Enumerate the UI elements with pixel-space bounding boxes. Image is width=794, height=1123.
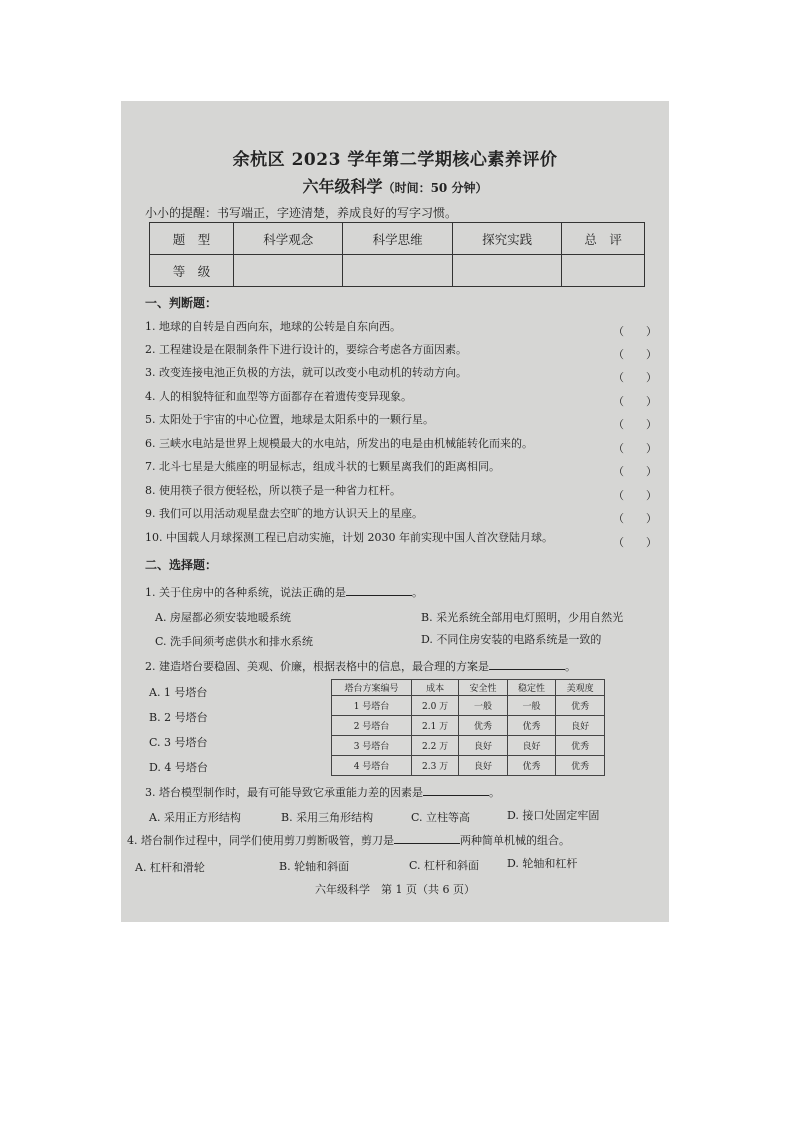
option-c[interactable]: C. 立柱等高: [411, 811, 471, 824]
grade-table: [149, 222, 645, 287]
grade-cell: 科学思维: [343, 223, 452, 255]
table-cell: 2.1 万: [412, 716, 459, 736]
grade-blank-cell[interactable]: [343, 255, 452, 287]
judgement-item: 5. 太阳处于宇宙的中心位置，地球是太阳系中的一颗行星。: [145, 413, 434, 426]
option-b[interactable]: B. 轮轴和斜面: [279, 860, 350, 873]
tower-plan-table: [331, 679, 605, 776]
stem-end: 。: [489, 786, 500, 799]
stem-end: 。: [412, 586, 423, 599]
option-d[interactable]: D. 4 号塔台: [149, 761, 208, 774]
answer-paren[interactable]: （ ）: [613, 395, 657, 408]
table-cell: 2.0 万: [412, 696, 459, 716]
table-row: [332, 736, 605, 756]
table-cell: 优秀: [556, 756, 605, 776]
answer-blank[interactable]: [394, 843, 460, 844]
table-cell: 优秀: [556, 736, 605, 756]
question-stem: [145, 584, 423, 600]
judgement-item: 9. 我们可以用活动观星盘去空旷的地方认识天上的星座。: [145, 507, 423, 520]
option-d[interactable]: D. 轮轴和杠杆: [507, 857, 578, 870]
answer-paren[interactable]: （ ）: [613, 371, 657, 384]
subject-label: 六年级科学: [302, 177, 383, 196]
option-b[interactable]: B. 2 号塔台: [149, 711, 208, 724]
option-c[interactable]: C. 3 号塔台: [149, 736, 208, 749]
answer-paren[interactable]: （ ）: [613, 418, 657, 431]
exam-subtitle: [121, 174, 669, 197]
tower-header-cell: 塔台方案编号: [332, 680, 412, 696]
tower-table-header: [332, 680, 605, 696]
grade-blank-cell[interactable]: [234, 255, 343, 287]
answer-paren[interactable]: （ ）: [613, 489, 657, 502]
table-cell: 一般: [459, 696, 508, 716]
judgement-item: 10. 中国载人月球探测工程已启动实施，计划 2030 年前实现中国人首次登陆月球。: [145, 531, 553, 544]
writing-reminder: 小小的提醒：书写端正，字迹清楚，养成良好的写字习惯。: [145, 206, 458, 220]
table-row: [332, 756, 605, 776]
judgement-item: 8. 使用筷子很方便轻松，所以筷子是一种省力杠杆。: [145, 484, 401, 497]
judgement-item: 3. 改变连接电池正负极的方法，就可以改变小电动机的转动方向。: [145, 366, 467, 379]
question-stem: [145, 658, 576, 674]
table-cell: 2 号塔台: [332, 716, 412, 736]
tower-header-cell: 稳定性: [507, 680, 556, 696]
grade-blank-cell[interactable]: [562, 255, 645, 287]
tower-header-cell: 成本: [412, 680, 459, 696]
table-cell: 优秀: [507, 716, 556, 736]
table-cell: 3 号塔台: [332, 736, 412, 756]
stem-text: 4. 塔台制作过程中，同学们使用剪刀剪断吸管，剪刀是: [127, 834, 394, 847]
table-cell: 良好: [556, 716, 605, 736]
grade-cell: 等 级: [150, 255, 234, 287]
exam-title: 余杭区 2023 学年第二学期核心素养评价: [232, 150, 558, 170]
grade-blank-cell[interactable]: [452, 255, 561, 287]
judgement-item: 4. 人的相貌特征和血型等方面都存在着遗传变异现象。: [145, 390, 412, 403]
answer-blank[interactable]: [489, 669, 565, 670]
table-cell: 4 号塔台: [332, 756, 412, 776]
grade-cell: 探究实践: [452, 223, 561, 255]
answer-paren[interactable]: （ ）: [613, 442, 657, 455]
answer-paren[interactable]: （ ）: [613, 512, 657, 525]
grade-table-level-row: [150, 255, 645, 287]
table-cell: 优秀: [556, 696, 605, 716]
judgement-item: 2. 工程建设是在限制条件下进行设计的，要综合考虑各方面因素。: [145, 343, 467, 356]
grade-cell: 题 型: [150, 223, 234, 255]
option-a[interactable]: A. 采用正方形结构: [149, 811, 241, 824]
time-limit: （时间：50 分钟）: [382, 181, 488, 195]
tower-header-cell: 安全性: [459, 680, 508, 696]
answer-blank[interactable]: [423, 795, 489, 796]
table-cell: 良好: [459, 756, 508, 776]
option-b[interactable]: B. 采用三角形结构: [281, 811, 374, 824]
answer-paren[interactable]: （ ）: [613, 348, 657, 361]
table-cell: 2.2 万: [412, 736, 459, 756]
grade-table-header-row: [150, 223, 645, 255]
table-cell: 2.3 万: [412, 756, 459, 776]
option-a[interactable]: A. 杠杆和滑轮: [135, 861, 205, 874]
section-heading: 一、判断题：: [145, 296, 218, 310]
table-row: [332, 696, 605, 716]
judgement-item: 7. 北斗七星是大熊座的明显标志，组成斗状的七颗星离我们的距离相同。: [145, 460, 500, 473]
page-footer: 六年级科学 第 1 页（共 6 页）: [315, 883, 475, 896]
stem-text: 2. 建造塔台要稳固、美观、价廉，根据表格中的信息，最合理的方案是: [145, 660, 489, 673]
option-b[interactable]: B. 采光系统全部用电灯照明，少用自然光: [421, 611, 624, 624]
table-cell: 优秀: [507, 756, 556, 776]
stem-end: 两种简单机械的组合。: [460, 834, 570, 847]
grade-cell: 总 评: [562, 223, 645, 255]
table-cell: 一般: [507, 696, 556, 716]
option-d[interactable]: D. 接口处固定牢固: [507, 809, 600, 822]
answer-blank[interactable]: [346, 595, 412, 596]
judgement-item: 1. 地球的自转是自西向东，地球的公转是自东向西。: [145, 320, 401, 333]
judgement-item: 6. 三峡水电站是世界上规模最大的水电站，所发出的电是由机械能转化而来的。: [145, 437, 533, 450]
exam-page: [121, 101, 669, 922]
option-a[interactable]: A. 1 号塔台: [149, 686, 208, 699]
table-cell: 良好: [507, 736, 556, 756]
stem-text: 3. 塔台模型制作时，最有可能导致它承重能力差的因素是: [145, 786, 423, 799]
table-cell: 1 号塔台: [332, 696, 412, 716]
option-c[interactable]: C. 洗手间须考虑供水和排水系统: [155, 635, 314, 648]
question-stem: [127, 832, 570, 848]
stem-end: 。: [565, 660, 576, 673]
table-row: [332, 716, 605, 736]
option-c[interactable]: C. 杠杆和斜面: [409, 859, 480, 872]
stem-text: 1. 关于住房中的各种系统，说法正确的是: [145, 586, 346, 599]
tower-header-cell: 美观度: [556, 680, 605, 696]
section-heading: 二、选择题：: [145, 558, 218, 572]
grade-cell: 科学观念: [234, 223, 343, 255]
answer-paren[interactable]: （ ）: [613, 465, 657, 478]
option-a[interactable]: A. 房屋都必须安装地暖系统: [155, 611, 291, 624]
option-d[interactable]: D. 不同住房安装的电路系统是一致的: [421, 633, 602, 646]
table-cell: 优秀: [459, 716, 508, 736]
answer-paren[interactable]: （ ）: [613, 325, 657, 338]
table-cell: 良好: [459, 736, 508, 756]
answer-paren[interactable]: （ ）: [613, 536, 657, 549]
question-stem: [145, 784, 500, 800]
